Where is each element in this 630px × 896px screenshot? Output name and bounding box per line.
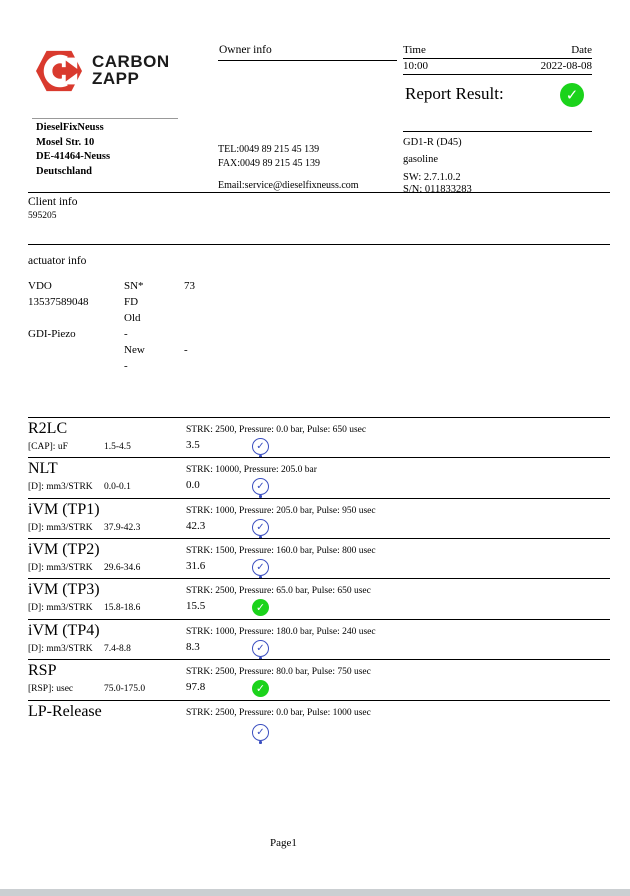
test-params: STRK: 2500, Pressure: 65.0 bar, Pulse: 650 usec	[186, 586, 371, 596]
test-unit: [RSP]: usec	[28, 684, 74, 694]
actuator-cell: -	[184, 344, 188, 356]
test-row	[28, 659, 610, 700]
brand-line1: CARBON	[92, 52, 170, 71]
test-params: STRK: 2500, Pressure: 80.0 bar, Pulse: 750 usec	[186, 667, 371, 677]
owner-info-heading: Owner info	[219, 44, 272, 56]
time-date-block	[403, 44, 592, 75]
actuator-row	[28, 312, 328, 328]
test-range: 7.4-8.8	[104, 644, 131, 654]
test-unit: [D]: mm3/STRK	[28, 563, 93, 573]
pass-check-icon	[252, 640, 269, 657]
pass-check-icon	[252, 599, 269, 616]
actuator-cell: -	[124, 360, 128, 372]
actuator-cell: FD	[124, 296, 139, 308]
test-name: iVM (TP4)	[28, 622, 100, 639]
date-value: 2022-08-08	[540, 60, 592, 72]
brand-wordmark	[92, 53, 170, 87]
test-value: 3.5	[186, 439, 200, 451]
date-label: Date	[571, 44, 592, 56]
device-fuel: gasoline	[403, 154, 438, 165]
pass-check-icon	[252, 724, 269, 741]
test-range: 1.5-4.5	[104, 442, 131, 452]
test-range: 29.6-34.6	[104, 563, 141, 573]
report-result-label: Report Result:	[405, 84, 504, 103]
page-number: Page1	[270, 837, 297, 849]
owner-address	[36, 121, 110, 179]
test-name: LP-Release	[28, 703, 102, 720]
test-params: STRK: 1500, Pressure: 160.0 bar, Pulse: 800 usec	[186, 546, 376, 556]
test-range: 15.8-18.6	[104, 603, 141, 613]
test-value: 97.8	[186, 681, 206, 693]
actuator-cell: New	[124, 344, 145, 356]
actuator-row	[28, 280, 328, 296]
test-range: 75.0-175.0	[104, 684, 146, 694]
actuator-cell: Old	[124, 312, 141, 324]
test-unit: [D]: mm3/STRK	[28, 603, 93, 613]
test-params: STRK: 1000, Pressure: 180.0 bar, Pulse: 240 usec	[186, 627, 376, 637]
actuator-cell: VDO	[28, 280, 52, 292]
device-model: GD1-R (D45)	[403, 137, 462, 148]
test-name: iVM (TP3)	[28, 581, 100, 598]
test-unit: [D]: mm3/STRK	[28, 523, 93, 533]
actuator-row	[28, 360, 328, 376]
test-params: STRK: 2500, Pressure: 0.0 bar, Pulse: 650 usec	[186, 425, 367, 435]
test-row	[28, 417, 610, 458]
test-unit: [D]: mm3/STRK	[28, 482, 93, 492]
owner-contact	[218, 143, 359, 193]
device-sn: S/N: 011833283	[403, 184, 472, 195]
owner-email: Email:service@dieselfixneuss.com	[218, 180, 359, 191]
owner-fax: FAX:0049 89 215 45 139	[218, 158, 321, 169]
brand-line2: ZAPP	[92, 69, 140, 88]
test-value: 31.6	[186, 560, 206, 572]
owner-tel: TEL:0049 89 215 45 139	[218, 144, 320, 155]
pass-check-icon	[252, 680, 269, 697]
test-range: 37.9-42.3	[104, 523, 141, 533]
actuator-cell: SN*	[124, 280, 144, 292]
owner-country: Deutschland	[36, 165, 93, 177]
test-row	[28, 619, 610, 660]
test-row	[28, 457, 610, 498]
client-info-heading: Client info	[28, 196, 78, 208]
pass-check-icon	[252, 559, 269, 576]
actuator-row	[28, 328, 328, 344]
address-divider	[32, 118, 178, 119]
device-info	[403, 131, 592, 195]
pass-check-icon	[252, 519, 269, 536]
owner-street: Mosel Str. 10	[36, 136, 95, 148]
report-result-check-icon	[560, 83, 584, 107]
section-rule	[28, 244, 610, 245]
test-name: NLT	[28, 460, 58, 477]
owner-city: DE-41464-Neuss	[36, 151, 111, 162]
pass-check-icon	[252, 438, 269, 455]
test-params: STRK: 10000, Pressure: 205.0 bar	[186, 465, 317, 475]
actuator-row	[28, 344, 328, 360]
test-row	[28, 700, 610, 749]
test-range: 0.0-0.1	[104, 482, 131, 492]
section-rule	[28, 192, 610, 193]
test-name: R2LC	[28, 420, 68, 437]
test-row	[28, 538, 610, 579]
actuator-cell: 73	[184, 280, 195, 292]
owner-info-underline	[218, 60, 397, 61]
test-name: iVM (TP2)	[28, 541, 100, 558]
actuator-cell: -	[124, 328, 128, 340]
time-label: Time	[403, 44, 426, 56]
test-value: 8.3	[186, 641, 200, 653]
pass-check-icon	[252, 478, 269, 495]
test-value: 15.5	[186, 600, 206, 612]
test-name: RSP	[28, 662, 57, 679]
device-sw: SW: 2.7.1.0.2	[403, 172, 461, 183]
actuator-cell: 13537589048	[28, 296, 89, 308]
test-unit: [D]: mm3/STRK	[28, 644, 93, 654]
test-params: STRK: 2500, Pressure: 0.0 bar, Pulse: 1000 usec	[186, 708, 371, 718]
page-bottom-edge	[0, 889, 630, 896]
test-name: iVM (TP1)	[28, 501, 100, 518]
test-row	[28, 578, 610, 619]
test-row	[28, 498, 610, 539]
test-value: 0.0	[186, 479, 200, 491]
test-params: STRK: 1000, Pressure: 205.0 bar, Pulse: 950 usec	[186, 506, 376, 516]
carbonzapp-logo-icon	[36, 48, 82, 94]
client-info-value: 595205	[28, 211, 57, 221]
actuator-row	[28, 296, 328, 312]
actuator-cell: GDI-Piezo	[28, 328, 76, 340]
actuator-info-heading: actuator info	[28, 255, 87, 267]
test-value: 42.3	[186, 520, 206, 532]
owner-name: DieselFixNeuss	[36, 122, 104, 133]
test-unit: [CAP]: uF	[28, 442, 68, 452]
time-value: 10:00	[403, 60, 429, 72]
